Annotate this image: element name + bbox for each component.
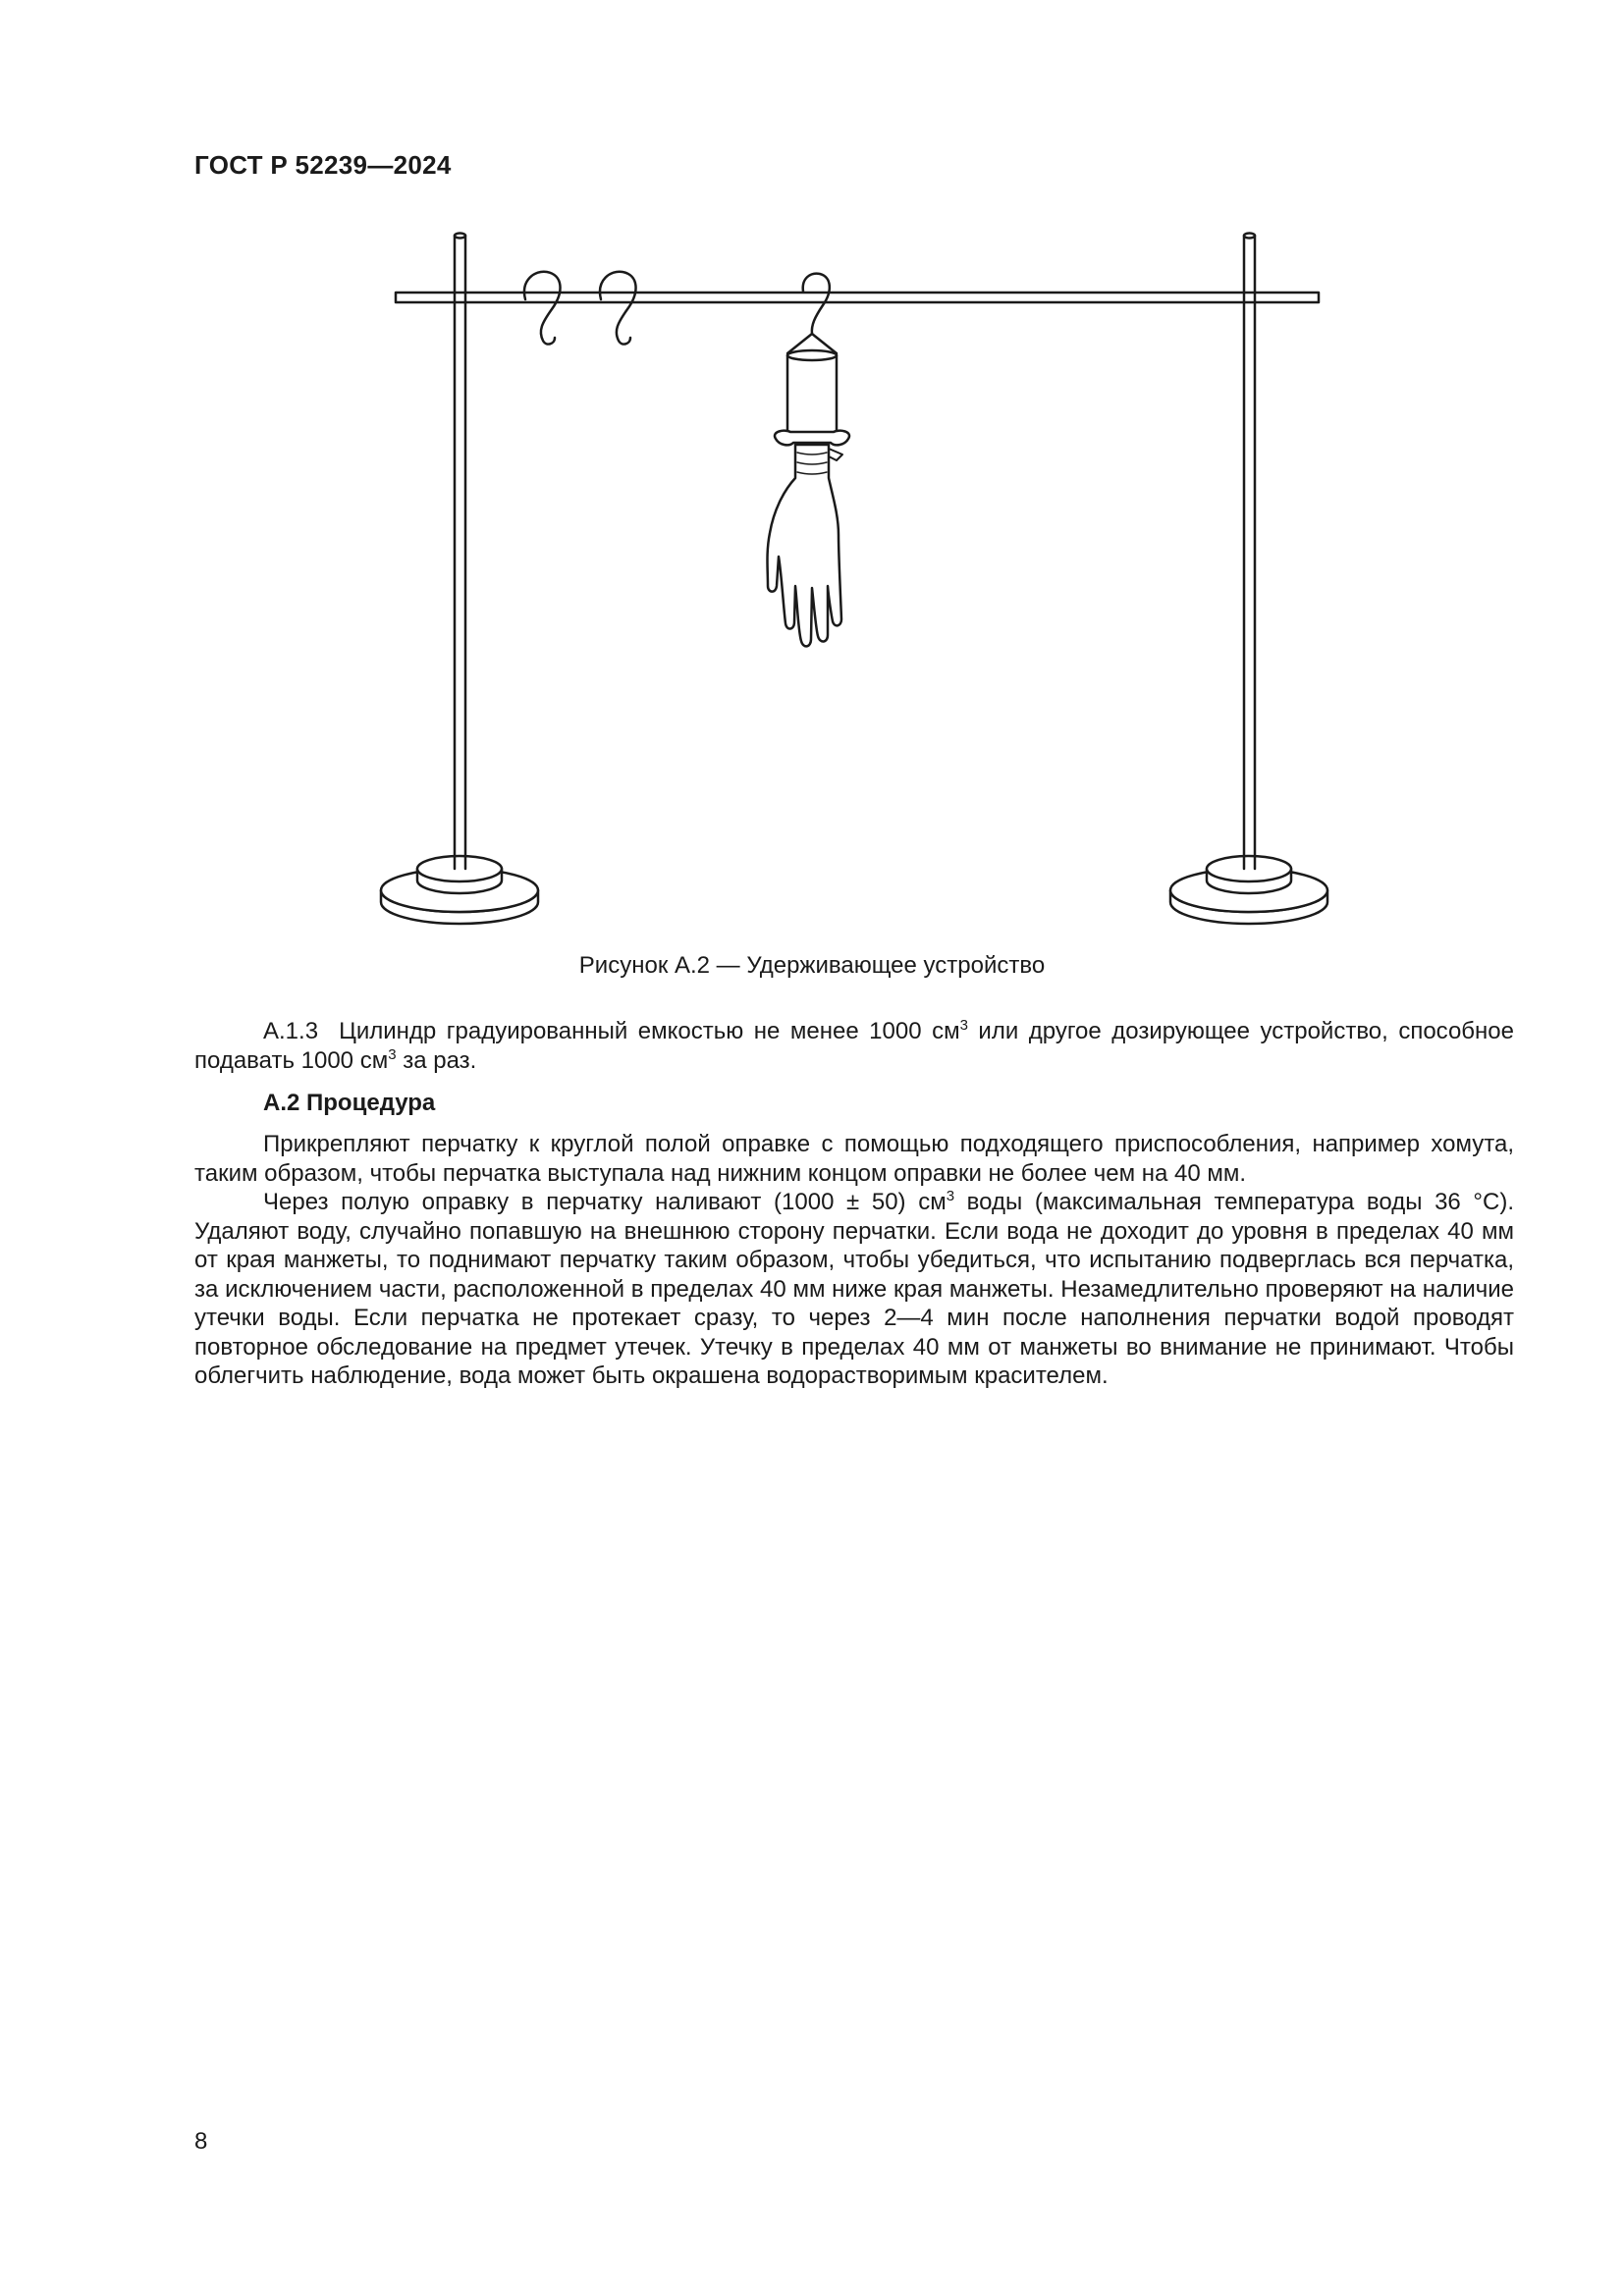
item-a13-part3: за раз. (396, 1046, 477, 1074)
hook-1 (524, 272, 561, 345)
procedure-paragraph-2-part2: воды (максимальная температура воды 36 °С). Удаляют воду, случайно попавшую на внешнюю сторону перчатки. Если вода не доходит до уровня в пределах 40 мм от края манжеты, то поднимают перчатку таким образом, чтобы убедиться, что испытанию подверглась вся перчатка, за исключением части, расположенной в пределах 40 мм ниже края манжеты. Незамедлительно проверяют на наличие утечки воды. Если перчатка не протекает сразу, то через 2—4 мин после наполнения перчатки водой проводят повторное обследование на предмет утечек. Утечку в пределах 40 мм от манжеты во внимание не принимают. Чтобы облегчить наблюдение, вода может быть окрашена водорастворимым красителем. (194, 1189, 1515, 1389)
item-a13-paragraph (194, 1017, 1514, 1075)
figure-caption: Рисунок А.2 — Удерживающее устройство (578, 952, 1046, 979)
procedure-body (194, 1130, 1514, 1391)
procedure-paragraph-2-part1: Через полую оправку в перчатку наливают (1000 ± 50) см (263, 1189, 947, 1215)
right-stand-base (1170, 856, 1327, 924)
hook-3 (803, 274, 830, 334)
section-heading-a2: А.2 Процедура (263, 1090, 436, 1116)
figure-holding-device (373, 221, 1335, 957)
superscript-3: 3 (946, 1188, 955, 1204)
left-pole (455, 234, 465, 870)
glove (768, 445, 843, 646)
document-header: ГОСТ Р 52239—2024 (194, 150, 452, 180)
item-a13-part1: Цилиндр градуированный емкостью не менее 1000 см (339, 1018, 960, 1044)
hook-2 (600, 272, 636, 345)
left-stand-base (381, 856, 538, 924)
procedure-paragraph-1: Прикрепляют перчатку к круглой полой оправке с помощью подходящего приспособления, например хомута, таким образом, чтобы перчатка выступала над нижним концом оправки не более чем на 40 мм. (194, 1131, 1514, 1187)
crossbar (396, 293, 1319, 302)
superscript-3: 3 (959, 1017, 968, 1034)
item-a13-text (194, 1017, 1514, 1075)
mandrel-cylinder (775, 334, 849, 445)
holding-device-illustration (373, 221, 1335, 957)
item-a13-number: А.1.3 (263, 1018, 319, 1044)
superscript-3: 3 (388, 1045, 397, 1063)
item-a13-part2: или другое дозирующее устройство, способное подавать 1000 см (194, 1018, 1514, 1074)
procedure-paragraph-2 (194, 1188, 1514, 1391)
page-number: 8 (194, 2128, 208, 2155)
right-pole (1244, 234, 1255, 870)
